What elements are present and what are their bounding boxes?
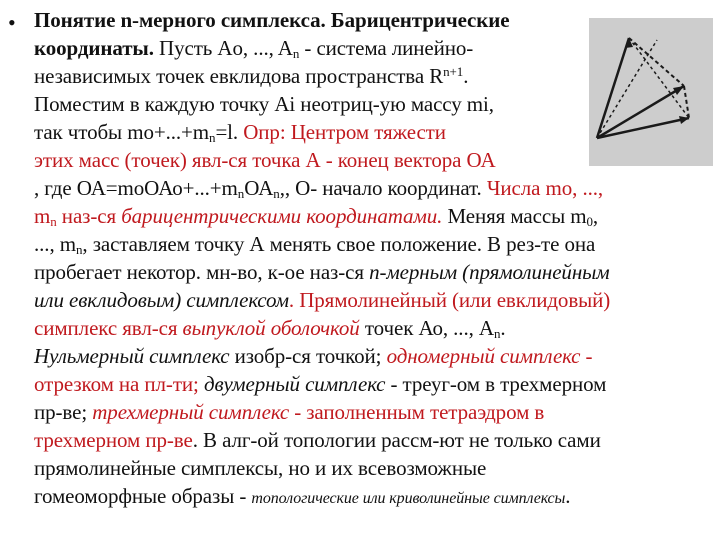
text: , где ОА=moОАо+...+m [34,176,238,200]
simplex-diagram-icon [589,18,713,166]
text-line-9 [34,230,595,258]
text: пробегает некотор. мн-во, к-ое наз-ся [34,260,370,284]
definition-text: отрезком на пл-ти; [34,372,204,396]
subscript: n [237,186,245,201]
text: ,, О- начало координат. [279,176,487,200]
term-text: выпуклой оболочкой [182,316,360,340]
subscript: n [292,46,300,61]
definition-text: этих масс (точек) явл-ся точка А - конец вектора ОА [34,148,496,172]
term-text: двумерный симплекс [203,372,386,396]
text-line-15 [34,398,544,426]
subscript: n [50,214,57,229]
term-text: топологические или криволинейные симплексы [251,490,566,507]
text: ОА [244,176,274,200]
text: Поместим в каждую точку Ai неотриц-ую массу mi, [34,92,494,116]
heading-text: Понятие n-мерного симплекса. Барицентрические [34,8,510,32]
term-text: трехмерный симплекс [92,400,290,424]
term-text: Нульмерный симплекс [34,344,230,368]
subscript: n [209,130,216,145]
text: Пусть Ao, ..., A [153,36,293,60]
definition-text: Опр: Центром тяжести [243,120,446,144]
simplex-diagram [589,18,713,166]
text-line-10 [34,258,610,286]
text-line-11 [34,286,610,314]
definition-text: симплекс явл-ся [34,316,183,340]
text: гомеоморфные образы - [34,484,252,508]
definition-text: m [34,204,51,228]
subscript: n [493,326,501,341]
subscript: 0 [586,214,593,229]
text-line-6 [34,146,496,174]
text: , заставляем точку А менять свое положение. В рез-те она [82,232,596,256]
bullet: • [8,10,16,35]
term-text: одномерный симплекс [386,344,581,368]
text: точек Ао, ..., А [359,316,494,340]
text-line-2 [34,34,473,62]
heading-text-end: координаты. [34,36,154,60]
subscript: n [76,242,83,257]
definition-text: . Прямолинейный (или евклидовый) [288,288,611,312]
text: пр-ве; [34,400,93,424]
text: прямолинейные симплексы, но и их всевозможные [34,456,487,480]
text: независимых точек евклидова пространства R [34,64,444,88]
text-line-5 [34,118,446,146]
term-text: n-мерным (прямолинейным [369,260,610,284]
text-line-8 [34,202,598,230]
definition-text: - [580,344,593,368]
text-line-3 [34,62,468,90]
text: =l. [215,120,244,144]
text: так чтобы mo+...+m [34,120,210,144]
text-line-18 [34,482,570,513]
text-line-16 [34,426,601,454]
definition-text: трехмерном пр-ве [34,428,193,452]
text-line-4 [34,90,494,118]
text: Меняя массы m [442,204,587,228]
text: . [565,484,571,508]
subscript: n [273,186,280,201]
term-text: или евклидовым) симплексом [34,288,289,312]
superscript: n+1 [443,64,464,79]
text: - система линейно- [299,36,474,60]
text-line-13 [34,342,592,370]
text: . [463,64,469,88]
text-line-17 [34,454,486,482]
text-line-7 [34,174,603,202]
definition-text: наз-ся [56,204,122,228]
text: ..., m [34,232,76,256]
text-line-1 [34,6,510,34]
definition-text: Числа mо, ..., [486,176,604,200]
text-line-14 [34,370,606,398]
definition-text: - заполненным тетраэдром в [289,400,545,424]
term-text: барицентрическими координатами. [121,204,443,228]
text: изобр-ся точкой; [229,344,387,368]
text: . В алг-ой топологии рассм-ют не только сами [192,428,601,452]
text: , [592,204,599,228]
text: - треуг-ом в трехмерном [385,372,607,396]
text-line-12 [34,314,506,342]
text: . [500,316,506,340]
